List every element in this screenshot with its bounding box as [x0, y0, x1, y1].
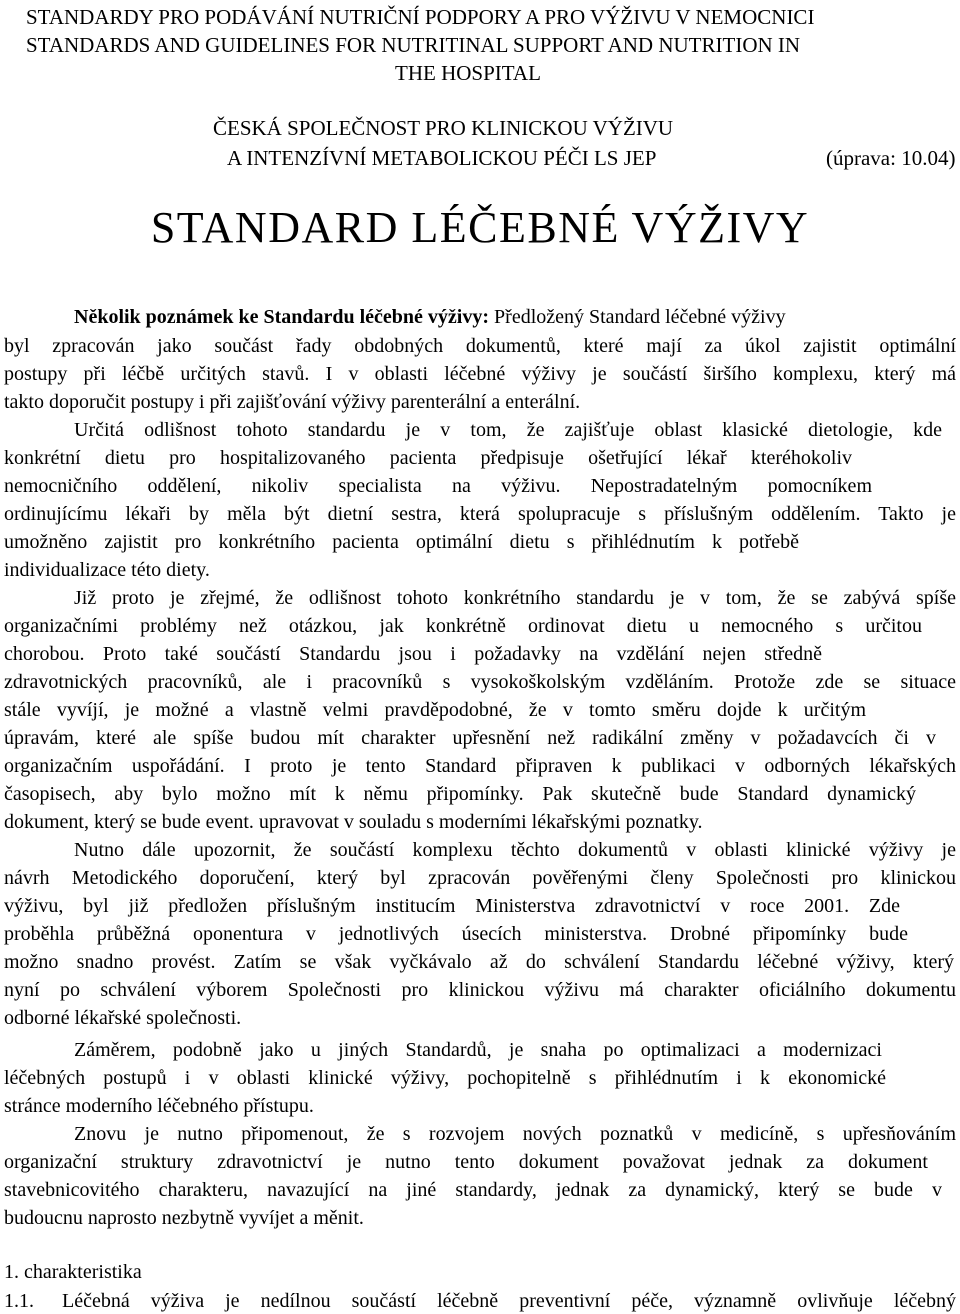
- section-item-number: 1.1.: [4, 1290, 34, 1312]
- body-line: návrh Metodického doporučení, který byl zpracován pověřenými členy Společnosti pro klinickou: [4, 867, 956, 889]
- body-line: chorobou. Proto také součástí Standardu jsou i požadavky na vzdělání nejen středně: [4, 643, 822, 665]
- body-line: stavebnicovitého charakteru, navazující na jiné standardy, jednak za dynamický, který se bude v: [4, 1179, 942, 1201]
- body-line: Určitá odlišnost tohoto standardu je v tom, že zajišťuje oblast klasické dietologie, kde: [74, 419, 942, 441]
- body-line: takto doporučit postupy i při zajišťování výživy parenterální a enterální.: [4, 391, 581, 413]
- body-line: individualizace této diety.: [4, 559, 210, 581]
- body-line: umožněno zajistit pro konkrétního pacienta optimální dietu s přihlédnutím k potřebě: [4, 531, 799, 553]
- body-line: Již proto je zřejmé, že odlišnost tohoto konkrétního standardu je v tom, že se zabývá spíše: [74, 587, 956, 609]
- body-line: stránce moderního léčebného přístupu.: [4, 1095, 314, 1117]
- body-line: ordinujícímu lékaři by měla být dietní sestra, která spolupracuje s příslušným oddělením. Takto je: [4, 503, 956, 525]
- body-line: budoucnu naprosto nezbytně vyvíjet a měnit.: [4, 1207, 364, 1229]
- body-line: výživu, byl již předložen příslušným institucím Ministerstva zdravotnictví v roce 2001. Zde: [4, 895, 900, 917]
- body-line: nyní po schválení výborem Společnosti pro klinickou výživu má charakter oficiálního dokumentu: [4, 979, 956, 1001]
- body-line: možno snadno provést. Zatím se však vyčkávalo až do schválení Standardu léčebné výživy, který: [4, 951, 954, 973]
- section-heading: 1. charakteristika: [4, 1261, 142, 1283]
- body-line: dokument, který se bude event. upravovat v souladu s moderními lékařskými poznatky.: [4, 811, 703, 833]
- revision-note: (úprava: 10.04): [826, 146, 956, 170]
- intro-heading: Několik poznámek ke Standardu léčebné výživy:: [74, 306, 490, 328]
- body-line: proběhla průběžná oponentura v jednotlivých úsecích ministerstva. Drobné připomínky bude: [4, 923, 908, 945]
- body-line: stále vyvíjí, je možné a vlastně velmi pravděpodobné, že v tomto směru dojde k určitým: [4, 699, 866, 721]
- body-line: konkrétní dietu pro hospitalizovaného pacienta předpisuje ošetřující lékař kteréhokoliv: [4, 447, 852, 469]
- body-line: organizačním uspořádání. I proto je tento Standard připraven k publikaci v odborných lékařských: [4, 755, 956, 777]
- body-line: Nutno dále upozornit, že součástí komplexu těchto dokumentů v oblasti klinické výživy je: [74, 839, 956, 861]
- body-line: Předložený Standard léčebné výživy: [494, 306, 786, 328]
- body-line: Znovu je nutno připomenout, že s rozvojem nových poznatků v medicíně, s upřesňováním: [74, 1123, 956, 1145]
- page-title: STANDARD LÉČEBNÉ VÝŽIVY: [150, 203, 810, 252]
- body-line: časopisech, aby bylo možno mít k němu připomínky. Pak skutečně bude Standard dynamický: [4, 783, 916, 805]
- body-line: postupy při léčbě určitých stavů. I v oblasti léčebné výživy je součástí širšího komplexu, který má: [4, 363, 956, 385]
- body-line: odborné lékařské společnosti.: [4, 1007, 242, 1029]
- intro-line-0: [74, 304, 786, 330]
- header-title-cz: STANDARDY PRO PODÁVÁNÍ NUTRIČNÍ PODPORY A PRO VÝŽIVU V NEMOCNICI: [26, 5, 815, 29]
- body-line: úpravám, které ale spíše budou mít charakter upřesnění než radikální změny v požadavcích či v: [4, 727, 936, 749]
- section-item-text: Léčebná výživa je nedílnou součástí léčebně preventivní péče, významně ovlivňuje léčebný: [62, 1290, 956, 1312]
- body-line: organizačními problémy než otázkou, jak konkrétně ordinovat dietu u nemocného s určitou: [4, 615, 922, 637]
- body-line: nemocničního oddělení, nikoliv specialista na výživu. Nepostradatelným pomocníkem: [4, 475, 872, 497]
- header-title-en-cont: THE HOSPITAL: [395, 61, 541, 85]
- society-name-line2: A INTENZÍVNÍ METABOLICKOU PÉČI LS JEP: [227, 146, 657, 170]
- society-name-line1: ČESKÁ SPOLEČNOST PRO KLINICKOU VÝŽIVU: [213, 116, 674, 140]
- header-title-en: STANDARDS AND GUIDELINES FOR NUTRITINAL SUPPORT AND NUTRITION IN: [26, 33, 801, 57]
- body-line: léčebných postupů i v oblasti klinické výživy, pochopitelně s přihlédnutím i k ekonomické: [4, 1067, 886, 1089]
- body-line: byl zpracován jako součást řady obdobných dokumentů, které mají za úkol zajistit optimální: [4, 335, 956, 357]
- body-line: zdravotnických pracovníků, ale i pracovníků s vysokoškolským vzděláním. Protože zde se situace: [4, 671, 956, 693]
- body-line: organizační struktury zdravotnictví je nutno tento dokument považovat jednak za dokument: [4, 1151, 928, 1173]
- body-line: Záměrem, podobně jako u jiných Standardů, je snaha po optimalizaci a modernizaci: [74, 1039, 882, 1061]
